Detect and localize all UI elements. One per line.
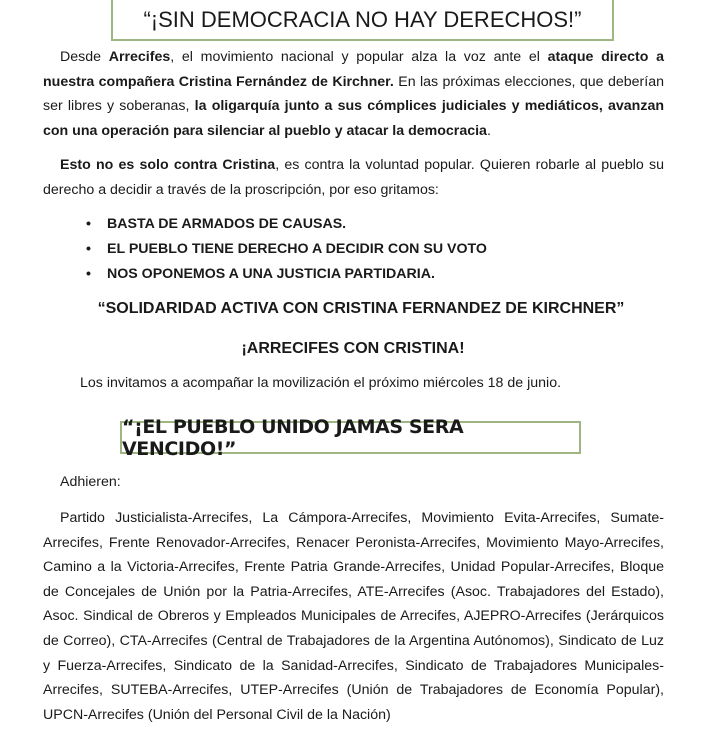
adherents-label: Adhieren: [60,474,121,490]
footer-slogan: “¡EL PUEBLO UNIDO JAMAS SERA VENCIDO!” [122,415,464,460]
solidarity-heading: “SOLIDARIDAD ACTIVA CON CRISTINA FERNANDEZ DE KIRCHNER” [97,300,625,317]
demand-text: EL PUEBLO TIENE DERECHO A DECIDIR CON SU VOTO [107,241,487,257]
bullet-icon: • [86,241,91,257]
adherents-paragraph [43,506,664,727]
p1-bold-3: la oligarquía junto a sus cómplices judiciales y mediáticos, avanzan con una operación para silenciar al pueblo y atacar la democracia [43,98,664,139]
demand-text: BASTA DE ARMADOS DE CAUSAS. [107,216,347,232]
header-slogan: “¡SIN DEMOCRACIA NO HAY DERECHOS!” [143,6,582,32]
demands-list [86,212,487,287]
p1-text-3: En las próximas elecciones, que deberían ser libres y soberanas, [43,73,664,115]
p1-text-4: . [486,122,491,139]
p2-text-1: , es contra la voluntad popular. Quieren robarle al pueblo su derecho a decidir a través de la proscripción, por eso gritamos: [43,157,664,198]
p1-text-2: , el movimiento nacional y popular alza la voz ante el [170,49,548,65]
second-paragraph [43,153,664,202]
intro-paragraph [43,45,664,143]
p1-text-1: Desde [60,49,109,65]
demand-text: NOS OPONEMOS A UNA JUSTICIA PARTIDARIA. [107,266,435,282]
list-item [86,262,487,287]
header-slogan-box [111,0,614,41]
adherents-list: Partido Justicialista-Arrecifes, La Cámpora-Arrecifes, Movimiento Evita-Arrecifes, Sumate-Arrecifes, Frente Renovador-Arrecifes, Renacer Peronista-Arrecifes, Movimiento Mayo-Arrecifes, Camino a la Victoria-Arrecifes, Frente Patria Grande-Arrecifes, Unidad Popular-Arrecifes, Bloque de Concejales de Unión por la Patria-Arrecifes, ATE-Arrecifes (Asoc. Trabajadores del Estado), Asoc. Sindical de Obreros y Empleados Municipales de Arrecifes, AJEPRO-Arrecifes (Jerárquicos de Correo), CTA-Arrecifes (Central de Trabajadores de la Argentina Autónomos), Sindicato de Luz y Fuerza-Arrecifes, Sindicato de la Sanidad-Arrecifes, Sindicato de Trabajadores Municipales-Arrecifes, SUTEBA-Arrecifes, UTEP-Arrecifes (Unión de Trabajadores de Economía Popular), UPCN-Arrecifes (Unión del Personal Civil de la Nación) [43,510,664,723]
p1-bold-1: Arrecifes [108,49,171,65]
list-item [86,212,487,237]
bullet-icon: • [86,216,91,232]
p2-bold-1: Esto no es solo contra Cristina [60,157,276,173]
bullet-icon: • [86,266,91,282]
invitation-text: Los invitamos a acompañar la movilización el próximo miércoles 18 de junio. [80,375,562,391]
slogan-heading: ¡ARRECIFES CON CRISTINA! [241,340,465,357]
footer-slogan-box [120,415,581,460]
p1-bold-2: ataque directo a nuestra compañera Cristina Fernández de Kirchner. [43,49,664,90]
list-item [86,237,487,262]
